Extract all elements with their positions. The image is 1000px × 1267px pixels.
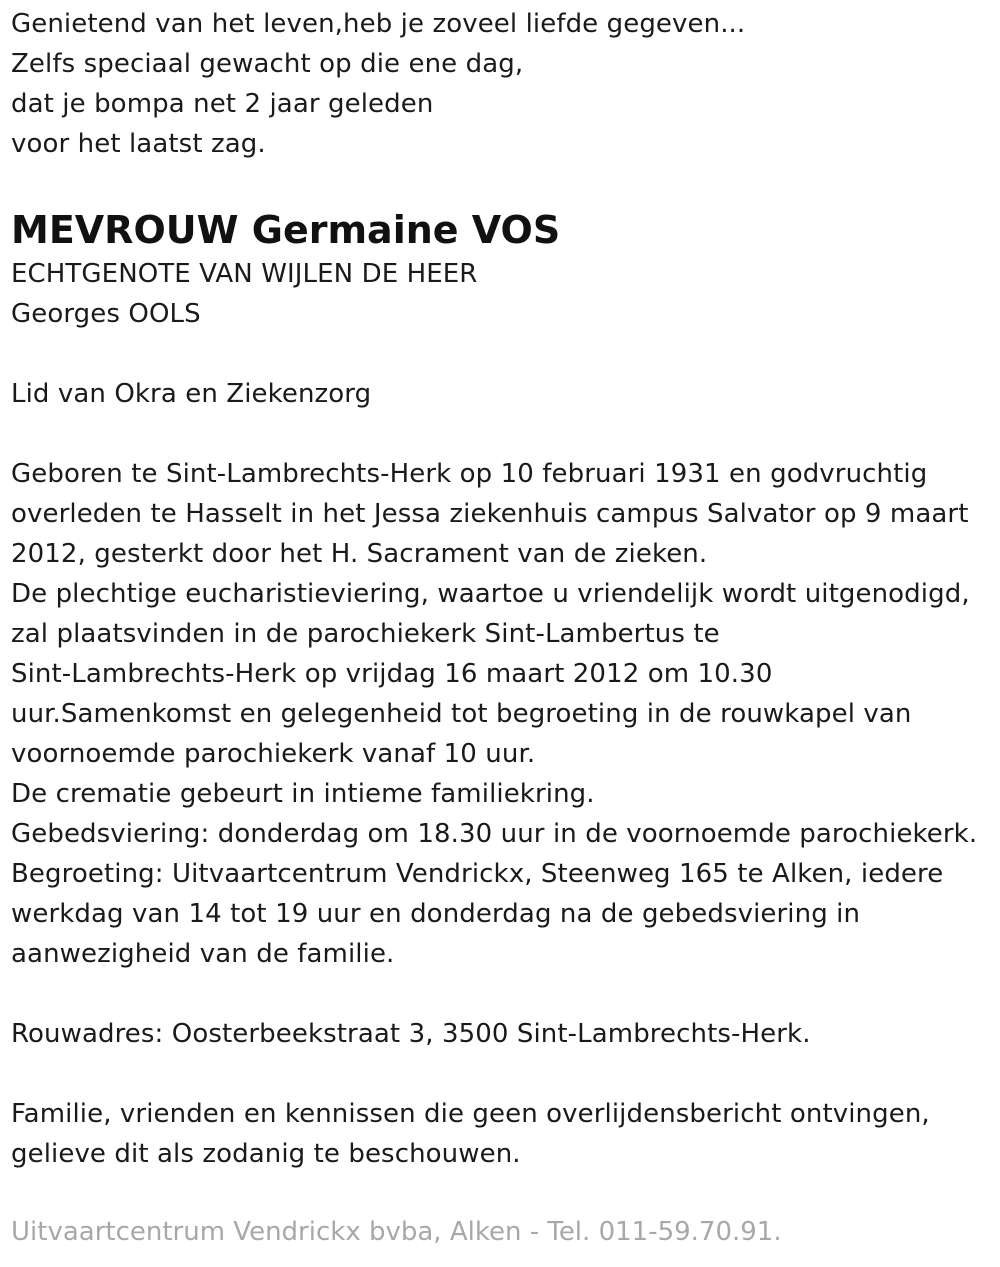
details-line: uur.Samenkomst en gelegenheid tot begroeting in de rouwkapel van [11,699,912,729]
details-line: Begroeting: Uitvaartcentrum Vendrickx, Steenweg 165 te Alken, iedere [11,859,944,889]
details-block [11,454,996,974]
poem-line: Zelfs speciaal gewacht op die ene dag, [11,49,524,79]
spacer [11,414,996,454]
membership-text: Lid van Okra en Ziekenzorg [11,379,372,409]
details-line: voornoemde parochiekerk vanaf 10 uur. [11,739,536,769]
deceased-name: MEVROUW Germaine VOS [11,208,561,252]
mourning-address: Rouwadres: Oosterbeekstraat 3, 3500 Sint-Lambrechts-Herk. [11,1019,811,1049]
details-line: Geboren te Sint-Lambrechts-Herk op 10 februari 1931 en godvruchtig [11,459,928,489]
poem-line: Genietend van het leven,heb je zoveel liefde gegeven... [11,9,746,39]
notice-block [11,1094,996,1174]
spouse-line: Georges OOLS [11,299,201,329]
spouse-block [11,254,996,334]
poem-line: voor het laatst zag. [11,129,266,159]
details-line: werkdag van 14 tot 19 uur en donderdag na de gebedsviering in [11,899,861,929]
details-line: overleden te Hasselt in het Jessa ziekenhuis campus Salvator op 9 maart [11,499,969,529]
details-line: Gebedsviering: donderdag om 18.30 uur in de voornoemde parochiekerk. [11,819,978,849]
spacer [11,974,996,1014]
details-line: zal plaatsvinden in de parochiekerk Sint-Lambertus te [11,619,720,649]
details-line: Sint-Lambrechts-Herk op vrijdag 16 maart 2012 om 10.30 [11,659,773,689]
details-line: 2012, gesterkt door het H. Sacrament van de zieken. [11,539,708,569]
details-line: De plechtige eucharistieviering, waartoe u vriendelijk wordt uitgenodigd, [11,579,970,609]
details-line: aanwezigheid van de familie. [11,939,395,969]
funeral-home-footer: Uitvaartcentrum Vendrickx bvba, Alken - Tel. 011-59.70.91. [11,1217,782,1247]
spacer [11,334,996,374]
notice-line: gelieve dit als zodanig te beschouwen. [11,1139,521,1169]
spouse-line: ECHTGENOTE VAN WIJLEN DE HEER [11,259,478,289]
details-line: De crematie gebeurt in intieme familiekring. [11,779,595,809]
poem-line: dat je bompa net 2 jaar geleden [11,89,434,119]
spacer [11,1054,996,1094]
notice-line: Familie, vrienden en kennissen die geen overlijdensbericht ontvingen, [11,1099,930,1129]
poem-block [11,4,996,164]
obituary-notice [11,4,996,1174]
